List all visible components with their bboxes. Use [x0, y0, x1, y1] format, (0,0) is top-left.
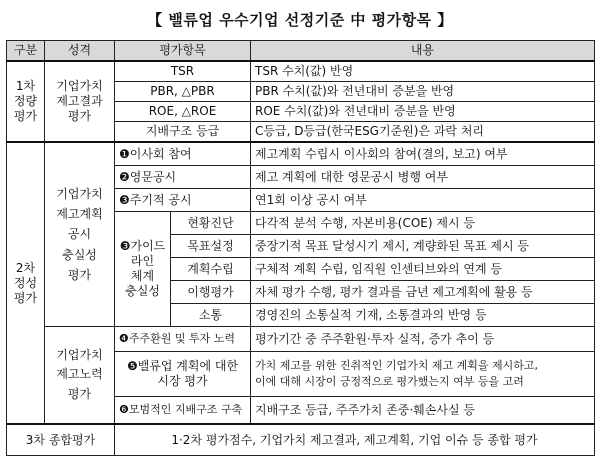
sec2-plan-item: ❶이사회 참여 — [115, 142, 251, 166]
sec2-plan-item: ❸주기적 공시 — [115, 189, 251, 212]
table-row — [7, 424, 595, 456]
guideline-content: 중장기적 목표 달성시기 제시, 계량화된 목표 제시 등 — [251, 235, 595, 258]
sec1-content: PBR 수치(값)와 전년대비 증분을 반영 — [251, 82, 595, 102]
sec2-plan-content: 제고 계획에 대한 영문공시 병행 여부 — [251, 166, 595, 189]
header-naeyong: 내용 — [251, 41, 595, 62]
header-seonggyeok: 성격 — [45, 41, 115, 62]
effort-item: ❻모범적인 지배구조 구축 — [115, 397, 251, 425]
effort-content: 가치 제고를 위한 진취적인 기업가치 제고 계획을 제시하고, 이에 대해 시장이 긍정적으로 평가했는지 여부 등을 고려 — [251, 352, 595, 397]
sec2-plan-content: 연1회 이상 공시 여부 — [251, 189, 595, 212]
sec2-plan-item: ❷영문공시 — [115, 166, 251, 189]
guideline-content: 자체 평가 수행, 평가 결과를 금년 제고계획에 활용 등 — [251, 281, 595, 304]
sec1-item: 지배구조 등급 — [115, 122, 251, 143]
effort-content: 지배구조 등급, 주주가치 존중·훼손사실 등 — [251, 397, 595, 425]
guideline-item: 목표설정 — [171, 235, 251, 258]
sec2-guideline-label: ❸가이드 라인 체계 충실성 — [115, 212, 171, 327]
table-row — [7, 327, 595, 352]
sec1-content: C등급, D등급(한국ESG기준원)은 과락 처리 — [251, 122, 595, 143]
guideline-content: 다각적 분석 수행, 자본비용(COE) 제시 등 — [251, 212, 595, 235]
header-row — [7, 41, 595, 62]
sec1-seonggyeok: 기업가치 제고결과 평가 — [45, 61, 115, 142]
page-title: 【 밸류업 우수기업 선정기준 中 평가항목 】 — [147, 10, 453, 29]
sec1-content: TSR 수치(값) 반영 — [251, 61, 595, 82]
guideline-item: 소통 — [171, 304, 251, 327]
sec1-item: PBR, △PBR — [115, 82, 251, 102]
sec1-content: ROE 수치(값)와 전년대비 증분을 반영 — [251, 102, 595, 122]
table-row — [7, 142, 595, 166]
table-row — [7, 61, 595, 82]
sec3-label: 3차 종합평가 — [7, 424, 115, 456]
guideline-item: 현황진단 — [171, 212, 251, 235]
header-gubun: 구분 — [7, 41, 45, 62]
effort-item: ❹주주환원 및 투자 노력 — [115, 327, 251, 352]
sec2-gubun: 2차 정성 평가 — [7, 142, 45, 424]
sec1-item: ROE, △ROE — [115, 102, 251, 122]
header-hangmok: 평가항목 — [115, 41, 251, 62]
sec2-effort-seonggyeok: 기업가치 제고노력 평가 — [45, 327, 115, 425]
effort-item: ❺밸류업 계획에 대한 시장 평가 — [115, 352, 251, 397]
sec2-plan-content: 제고계획 수립시 이사회의 참여(결의, 보고) 여부 — [251, 142, 595, 166]
sec2-plan-seonggyeok: 기업가치 제고계획 공시 충실성 평가 — [45, 142, 115, 327]
evaluation-table — [6, 40, 595, 456]
guideline-content: 구체적 계획 수립, 임직원 인센티브와의 연계 등 — [251, 258, 595, 281]
effort-content: 평가기간 중 주주환원·투자 실적, 증가 추이 등 — [251, 327, 595, 352]
guideline-item: 계획수립 — [171, 258, 251, 281]
sec1-item: TSR — [115, 61, 251, 82]
sec3-content: 1·2차 평가점수, 기업가치 제고결과, 제고계획, 기업 이슈 등 종합 평가 — [115, 424, 595, 456]
sec1-gubun: 1차 정량 평가 — [7, 61, 45, 142]
guideline-content: 경영진의 소통실적 기재, 소통결과의 반영 등 — [251, 304, 595, 327]
guideline-item: 이행평가 — [171, 281, 251, 304]
